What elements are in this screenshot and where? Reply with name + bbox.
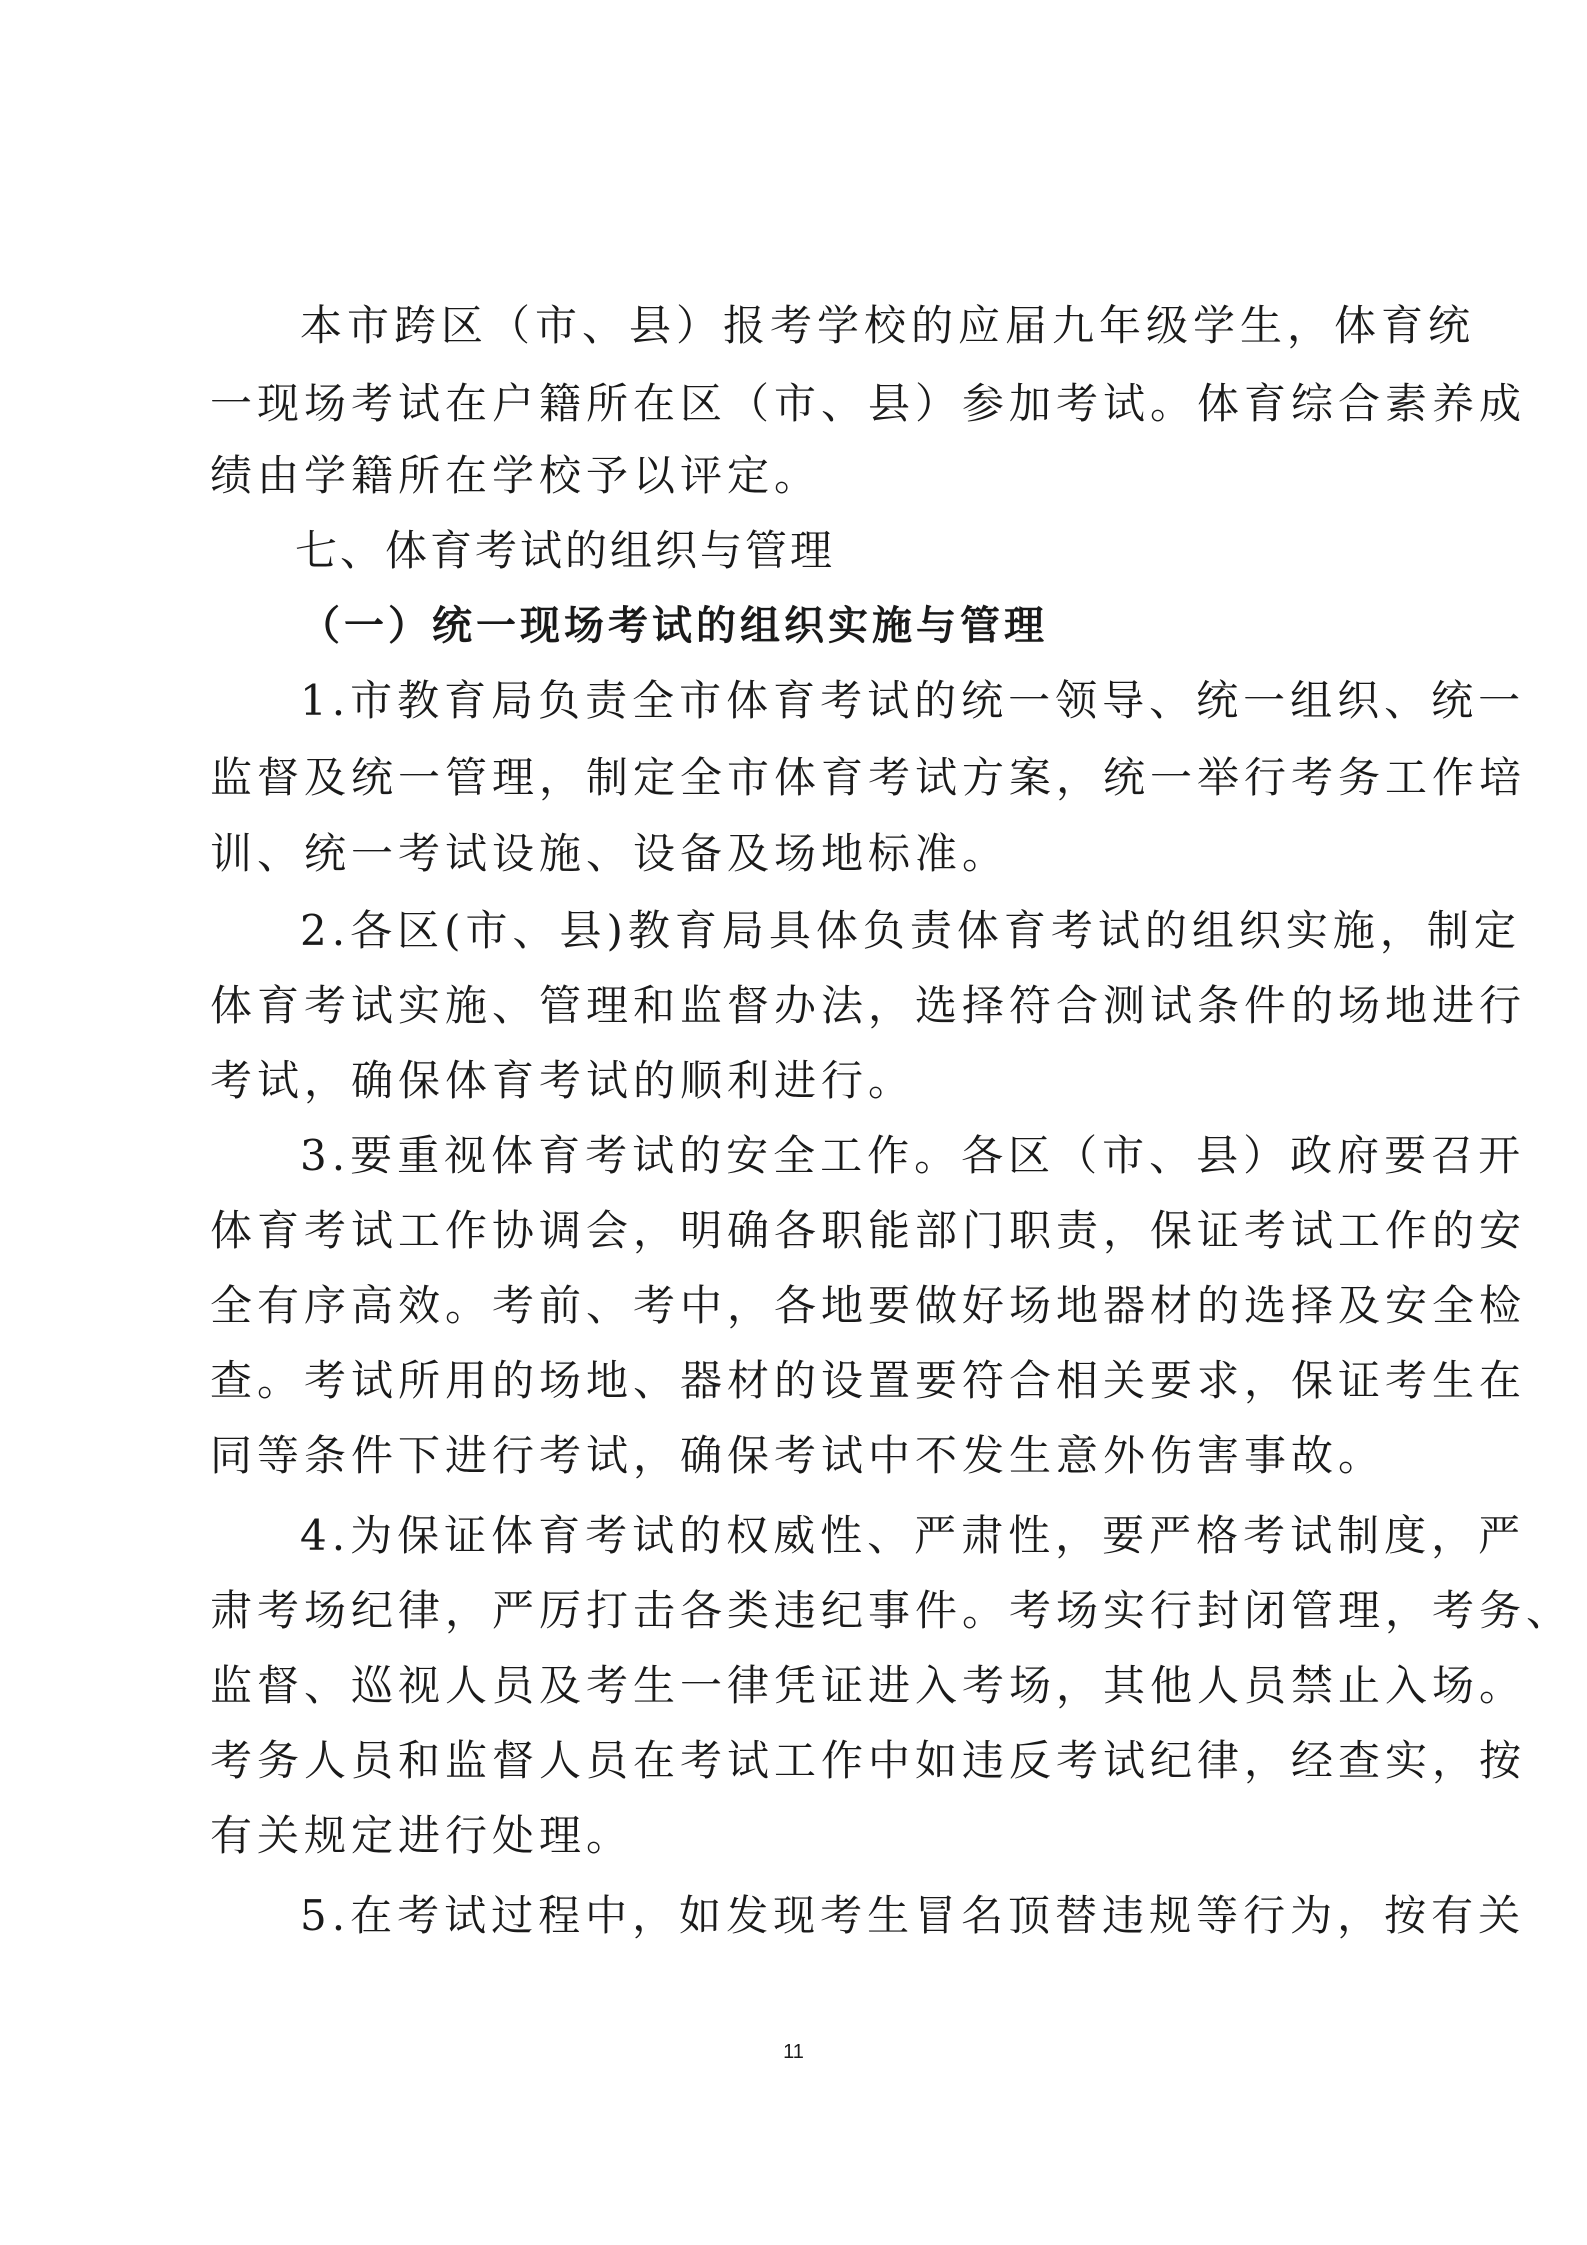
paragraph-line: 一现场考试在户籍所在区（市、县）参加考试。体育综合素养成 [210, 379, 1527, 428]
item-line: 考务人员和监督人员在考试工作中如违反考试纪律，经查实，按 [210, 1736, 1527, 1785]
paragraph-line: 绩由学籍所在学校予以评定。 [210, 451, 822, 500]
item-line: 4.为保证体育考试的权威性、严肃性，要严格考试制度，严 [300, 1511, 1526, 1560]
item-line: 1.市教育局负责全市体育考试的统一领导、统一组织、统一 [300, 676, 1526, 725]
subsection-heading: （一）统一现场考试的组织实施与管理 [300, 603, 1048, 649]
item-line: 查。考试所用的场地、器材的设置要符合相关要求，保证考生在 [210, 1356, 1527, 1405]
paragraph-line: 本市跨区（市、县）报考学校的应届九年级学生，体育统 [300, 301, 1476, 350]
item-line: 有关规定进行处理。 [210, 1811, 634, 1860]
item-line: 训、统一考试设施、设备及场地标准。 [210, 829, 1010, 878]
section-heading: 七、体育考试的组织与管理 [295, 526, 836, 575]
item-line: 5.在考试过程中，如发现考生冒名顶替违规等行为，按有关 [300, 1891, 1526, 1940]
item-line: 监督、巡视人员及考生一律凭证进入考场，其他人员禁止入场。 [210, 1661, 1527, 1710]
page-number: 11 [783, 2041, 804, 2063]
item-line: 体育考试工作协调会，明确各职能部门职责，保证考试工作的安 [210, 1206, 1527, 1255]
item-line: 同等条件下进行考试，确保考试中不发生意外伤害事故。 [210, 1431, 1386, 1480]
item-line: 考试，确保体育考试的顺利进行。 [210, 1056, 916, 1105]
item-line: 体育考试实施、管理和监督办法，选择符合测试条件的场地进行 [210, 981, 1527, 1030]
item-line: 肃考场纪律，严厉打击各类违纪事件。考场实行封闭管理，考务、 [210, 1586, 1574, 1635]
item-line: 全有序高效。考前、考中，各地要做好场地器材的选择及安全检 [210, 1281, 1527, 1330]
item-line: 监督及统一管理，制定全市体育考试方案，统一举行考务工作培 [210, 753, 1527, 802]
item-line: 3.要重视体育考试的安全工作。各区（市、县）政府要召开 [300, 1131, 1526, 1180]
item-line: 2.各区(市、县)教育局具体负责体育考试的组织实施，制定 [300, 906, 1521, 955]
